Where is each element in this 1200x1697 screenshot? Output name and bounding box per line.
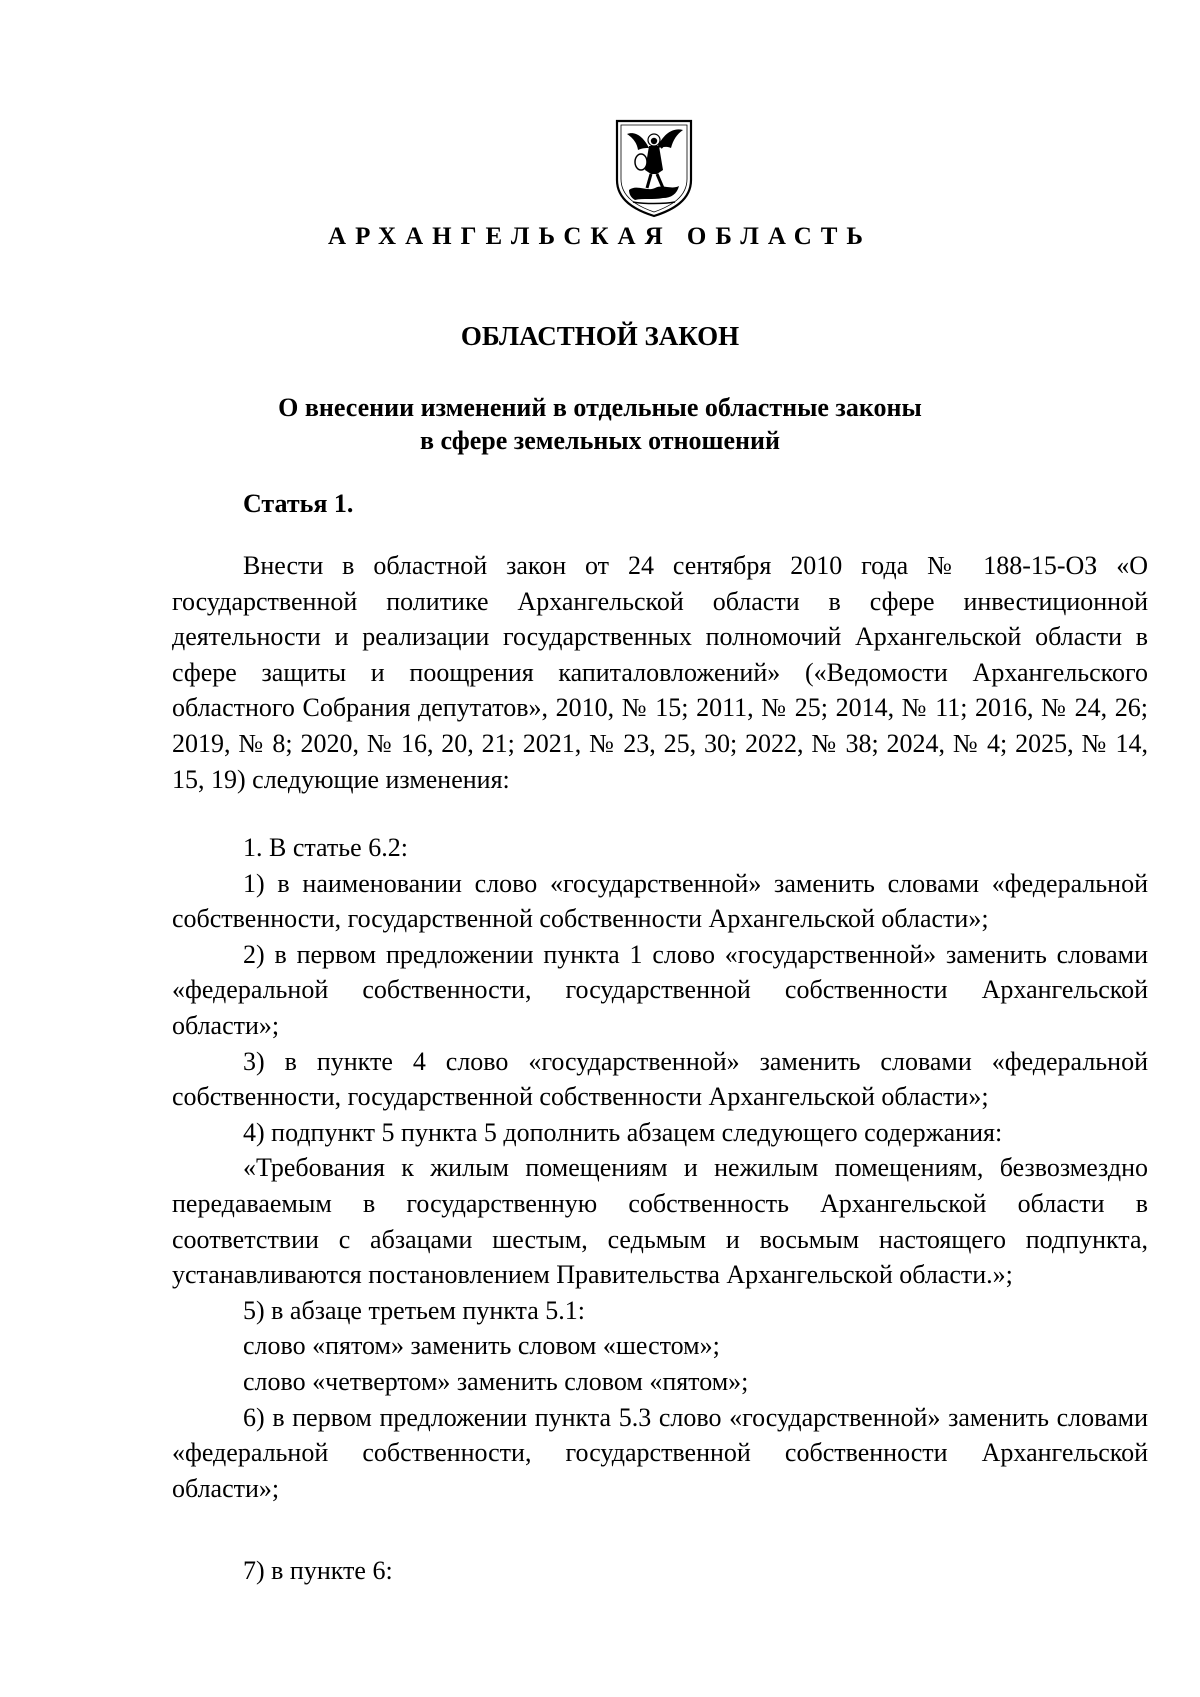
document-title-line-1: О внесении изменений в отдельные областные законы xyxy=(278,393,922,422)
document-title xyxy=(0,391,1200,457)
arkhangelsk-coat-of-arms-icon xyxy=(613,118,695,218)
item-paragraph: 2) в первом предложении пункта 1 слово «государственной» заменить словами «федеральной собственности, государственной собственности Архангельской области»; xyxy=(172,939,1148,1040)
item-paragraph: слово «четвертом» заменить словом «пятом»; xyxy=(243,1366,749,1396)
item-paragraph: 1) в наименовании слово «государственной» заменить словами «федеральной собственности, государственной собственности Архангельской области»; xyxy=(172,868,1148,934)
item-paragraph: «Требования к жилым помещениям и нежилым помещениям, безвозмездно передаваемым в государственную собственность Архангельской области в соответствии с абзацами шестым, седьмым и восьмым настоящего подпункта, устанавливаются постановлением Правительства Архангельской области.»; xyxy=(172,1153,1148,1290)
item-paragraph: 3) в пункте 4 слово «государственной» заменить словами «федеральной собственности, государственной собственности Архангельской области»; xyxy=(172,1046,1148,1112)
item-paragraph-last: 7) в пункте 6: xyxy=(243,1556,393,1585)
document-type: ОБЛАСТНОЙ ЗАКОН xyxy=(460,321,740,351)
document-title-line-2: в сфере земельных отношений xyxy=(420,426,780,455)
article-intro-paragraph: Внести в областной закон от 24 сентября 2010 года № 188-15-ОЗ «О государственной политике Архангельской области в сфере инвестиционной деятельности и реализации государственных полномочий Архангельской области в сфере защиты и поощрения капиталовложений» («Ведомости Архангельского областного Собрания депутатов», 2010, № 15; 2011, № 25; 2014, № 11; 2016, № 24, 26; 2019, № 8; 2020, № 16, 20, 21; 2021, № 23, 25, 30; 2022, № 38; 2024, № 4; 2025, № 14, 15, 19) следующие изменения: xyxy=(172,551,1148,794)
item-paragraph: 4) подпункт 5 пункта 5 дополнить абзацем следующего содержания: xyxy=(243,1117,1003,1147)
item-paragraph: слово «пятом» заменить словом «шестом»; xyxy=(243,1331,720,1361)
article-items xyxy=(172,830,1148,1506)
item-paragraph: 6) в первом предложении пункта 5.3 слово «государственной» заменить словами «федеральной собственности, государственной собственности Архангельской области»; xyxy=(172,1402,1148,1503)
region-name: АРХАНГЕЛЬСКАЯ ОБЛАСТЬ xyxy=(328,223,872,250)
item-paragraph: 5) в абзаце третьем пункта 5.1: xyxy=(243,1295,585,1325)
article-heading: Статья 1. xyxy=(243,489,354,518)
item-paragraph: 1. В статье 6.2: xyxy=(243,833,408,862)
